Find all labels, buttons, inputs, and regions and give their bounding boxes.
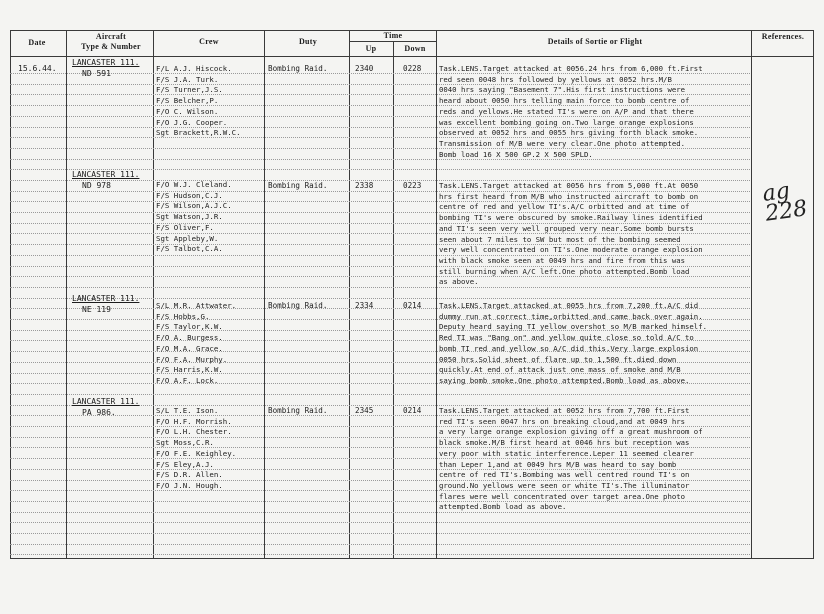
aircraft-serial: ND 978 xyxy=(82,181,111,190)
col-rule-details xyxy=(751,30,752,558)
crew-list xyxy=(156,180,232,255)
aircraft-serial: ND 591 xyxy=(82,69,111,78)
details-line: 0040 hrs saying "Basement 7".His first instructions were xyxy=(439,85,686,95)
details-line: centre of red TI's.Bombing was well centred round TI's on xyxy=(439,470,690,480)
reference-stamp: ag 228 xyxy=(761,178,809,227)
details-line: Task.LENS.Target attacked at 0052 hrs from 7,700 ft.First xyxy=(439,406,690,415)
header-aircraft-sub: Type & Number xyxy=(81,42,141,51)
details-line: a very large orange explosion giving off a great mushroom of xyxy=(439,427,703,437)
details-line: dummy run at correct time,orbitted and came back over again. xyxy=(439,311,703,321)
aircraft-type: LANCASTER 111. xyxy=(72,170,140,179)
header-aircraft: Aircraft xyxy=(95,32,127,41)
crew-member: F/O A.F. Lock. xyxy=(156,375,219,385)
details-line: 0050 hrs.Solid sheet of flare up to 1,500 ft.died down xyxy=(439,354,677,364)
time-up: 2338 xyxy=(355,181,374,190)
ruled-line xyxy=(10,544,750,545)
crew-member: Sgt Moss,C.R. xyxy=(156,438,214,448)
crew-member: S/L T.E. Ison. xyxy=(156,406,219,415)
time-down: 0214 xyxy=(403,301,422,310)
crew-member: F/O W.J. Cleland. xyxy=(156,180,232,189)
crew-member: F/O J.G. Cooper. xyxy=(156,117,228,127)
crew-member: F/O H.F. Morrish. xyxy=(156,416,232,426)
details-line: Task.LENS.Target attacked at 0056 hrs from 5,000 ft.At 0050 xyxy=(439,181,699,190)
time-up: 2340 xyxy=(355,64,374,73)
details-line: Bomb load 16 X 500 GP.2 X 500 SPLD. xyxy=(439,149,593,159)
aircraft-serial: NE 119 xyxy=(82,305,111,314)
crew-member: F/O A. Burgess. xyxy=(156,333,223,343)
crew-member: F/L A.J. Hiscock. xyxy=(156,64,232,73)
aircraft-type: LANCASTER 111. xyxy=(72,58,140,67)
crew-member: F/S Hobbs,G. xyxy=(156,311,210,321)
details-line: bombing TI's were obscured by smoke.Railway lines identified xyxy=(439,213,703,223)
details-line: Task.LENS.Target attacked at 0055 hrs from 7,200 ft.A/C did xyxy=(439,301,699,310)
header-up: Up xyxy=(365,44,377,53)
ruled-line xyxy=(10,522,750,523)
aircraft-type: LANCASTER 111. xyxy=(72,397,140,406)
entry-date: 15.6.44. xyxy=(18,64,57,73)
crew-member: F/S J.A. Turk. xyxy=(156,74,219,84)
crew-member: F/S D.R. Allen. xyxy=(156,470,223,480)
col-rule-left xyxy=(10,30,11,558)
ruled-line xyxy=(10,533,750,534)
details-line: reds and yellows.He stated TI's were on A/P and that there xyxy=(439,106,694,116)
details-line: very well concentrated on TI's.One moderate orange explosion xyxy=(439,245,703,255)
crew-member: F/S Turner,J.S. xyxy=(156,85,223,95)
crew-list xyxy=(156,64,241,139)
time-down: 0228 xyxy=(403,64,422,73)
crew-member: F/S Taylor,K.W. xyxy=(156,322,223,332)
details-line: Red TI was "Bang on" and yellow quite close so told A/C to xyxy=(439,333,694,343)
time-down: 0214 xyxy=(403,406,422,415)
details-line: ground.No yellows were seen or white TI's.The illuminator xyxy=(439,480,690,490)
crew-list xyxy=(156,301,236,387)
details-line: red seen 0048 hrs followed by yellows at 0052 hrs.M/B xyxy=(439,74,672,84)
bottom-rule xyxy=(10,558,814,559)
sortie-details xyxy=(439,301,751,387)
crew-member: F/O F.A. Murphy. xyxy=(156,354,228,364)
details-line: Deputy heard saying TI yellow overshot so M/B marked himself. xyxy=(439,322,707,332)
header-details: Details of Sortie or Flight xyxy=(547,37,643,46)
sortie-details xyxy=(439,64,751,160)
header-duty: Duty xyxy=(298,37,318,46)
header-date: Date xyxy=(28,38,46,47)
header-crew: Crew xyxy=(199,37,219,46)
crew-member: F/S Wilson,A.J.C. xyxy=(156,201,232,211)
details-line: seen about 7 miles to SW but most of the bombing seemed xyxy=(439,234,681,244)
ruled-line xyxy=(10,394,750,395)
duty: Bombing Raid. xyxy=(268,301,328,310)
crew-member: Sgt Watson,J.R. xyxy=(156,212,223,222)
crew-member: S/L M.R. Attwater. xyxy=(156,301,237,310)
details-line: heard about 0050 hrs telling main force to bomb centre of xyxy=(439,96,690,106)
top-rule xyxy=(10,30,814,31)
col-rule-date xyxy=(66,30,67,558)
crew-member: F/O C. Wilson. xyxy=(156,106,219,116)
crew-member: Sgt Brackett,R.W.C. xyxy=(156,128,241,138)
details-line: and TI's seen very well grouped very near.Some bomb bursts xyxy=(439,223,694,233)
details-line: with black smoke seen at 0049 hrs and fire from this was xyxy=(439,255,686,265)
crew-member: F/O F.E. Keighley. xyxy=(156,448,237,458)
sortie-details xyxy=(439,181,751,288)
details-line: still burning when A/C left.One photo attempted.Bomb load xyxy=(439,266,690,276)
crew-member: F/S Hudson,C.J. xyxy=(156,190,223,200)
ruled-line xyxy=(10,554,750,555)
details-line: bomb TI red and yellow so A/C did this.Very large explosion xyxy=(439,343,699,353)
col-rule-duty xyxy=(349,30,350,558)
details-line: as above. xyxy=(439,277,479,287)
crew-member: F/S Harris,K.W. xyxy=(156,365,223,375)
crew-member: F/S Oliver,F. xyxy=(156,222,214,232)
details-line: observed at 0052 hrs and 0055 hrs giving forth black smoke. xyxy=(439,128,699,138)
time-down: 0223 xyxy=(403,181,422,190)
details-line: was excellent bombing going on.Two large orange explosions xyxy=(439,117,694,127)
details-line: Transmission of M/B were very clear.One photo attempted. xyxy=(439,138,686,148)
details-line: centre of red and yellow TI's.A/C orbitted and at time of xyxy=(439,202,690,212)
details-line: attempted.Bomb load as above. xyxy=(439,502,567,512)
details-line: very poor with static interference.Leper 11 seemed clearer xyxy=(439,448,694,458)
details-line: red TI's seen 0047 hrs on breaking cloud,and at 0049 hrs xyxy=(439,416,686,426)
duty: Bombing Raid. xyxy=(268,64,328,73)
aircraft-type: LANCASTER 111. xyxy=(72,294,140,303)
header-rule xyxy=(10,56,814,57)
col-rule-right xyxy=(813,30,814,558)
details-line: than Leper 1,and at 0049 hrs M/B was heard to say bomb xyxy=(439,459,677,469)
header-references: References. xyxy=(761,32,805,41)
time-up: 2334 xyxy=(355,301,374,310)
crew-member: F/S Belcher,P. xyxy=(156,96,219,106)
aircraft-serial: PA 986. xyxy=(82,408,116,417)
details-line: black smoke.M/B first heard at 0046 hrs but reception was xyxy=(439,438,690,448)
sortie-details xyxy=(439,406,751,513)
details-line: Task.LENS.Target attacked at 0056.24 hrs from 6,000 ft.First xyxy=(439,64,703,73)
crew-member: F/S Talbot,C.A. xyxy=(156,244,223,254)
col-rule-crew xyxy=(264,30,265,558)
crew-member: F/O L.H. Chester. xyxy=(156,427,232,437)
crew-member: F/O J.N. Hough. xyxy=(156,480,223,490)
details-line: quickly.At end of attack just one mass of smoke and M/B xyxy=(439,365,681,375)
header-down: Down xyxy=(404,44,426,53)
crew-member: F/O M.A. Grace. xyxy=(156,343,223,353)
details-line: flares were well concentrated over target area.One photo xyxy=(439,491,686,501)
time-up: 2345 xyxy=(355,406,374,415)
duty: Bombing Raid. xyxy=(268,181,328,190)
crew-member: F/S Eley,A.J. xyxy=(156,459,214,469)
col-rule-down xyxy=(436,30,437,558)
crew-list xyxy=(156,406,236,492)
details-line: hrs first heard from M/B who instructed aircraft to bomb on xyxy=(439,191,699,201)
col-rule-aircraft xyxy=(153,30,154,558)
duty: Bombing Raid. xyxy=(268,406,328,415)
header-time: Time xyxy=(383,31,403,40)
details-line: saying bomb smoke.One photo attempted.Bomb load as above. xyxy=(439,375,690,385)
crew-member: Sgt Appleby,W. xyxy=(156,233,219,243)
